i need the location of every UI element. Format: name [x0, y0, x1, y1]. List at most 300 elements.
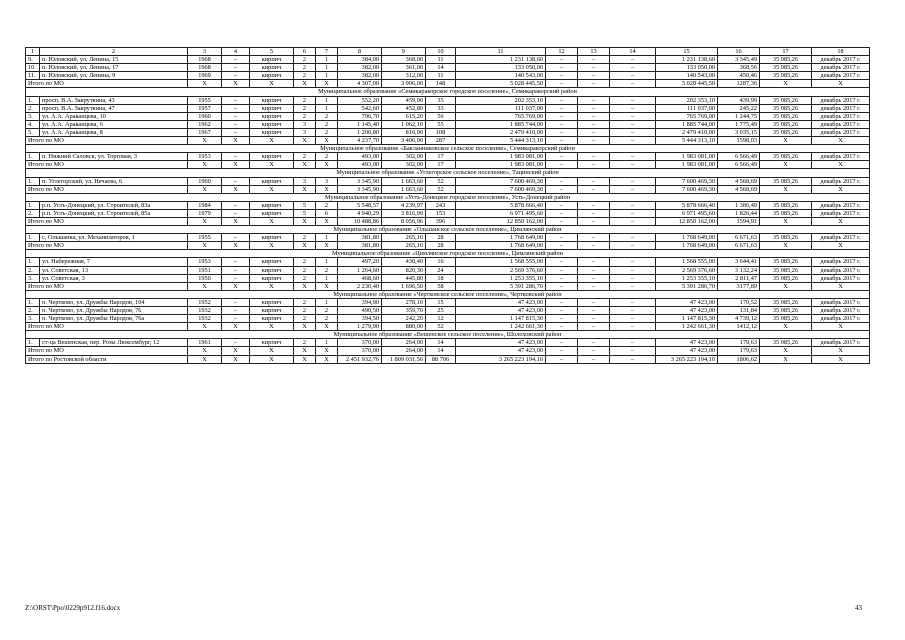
table-cell: 4 568,69: [718, 185, 760, 193]
table-cell: –: [578, 266, 610, 274]
table-cell: 5 391 286,70: [656, 282, 718, 290]
table-cell: 2: [294, 72, 316, 80]
table-cell: 1950: [188, 274, 222, 282]
table-cell: декабрь 2017 г.: [812, 96, 870, 104]
table-cell: 368,56: [718, 64, 760, 72]
table-cell: –: [578, 112, 610, 120]
table-cell: X: [760, 137, 812, 145]
table-cell: 1 568 555,00: [656, 258, 718, 266]
section-row: [26, 169, 870, 177]
table-cell: 47 423,00: [656, 307, 718, 315]
table-cell: 35 085,26: [760, 72, 812, 80]
table-cell: 7 600 469,30: [656, 177, 718, 185]
table-cell: декабрь 2017 г.: [812, 307, 870, 315]
table-cell: 28: [426, 242, 456, 250]
table-cell: –: [222, 298, 250, 306]
table-cell: 1 768 649,00: [656, 242, 718, 250]
table-cell: –: [610, 266, 656, 274]
table-cell: 4 237,70: [338, 137, 382, 145]
table-cell: –: [610, 185, 656, 193]
table-cell: 202 353,10: [456, 96, 546, 104]
table-cell: 2: [316, 128, 338, 136]
table-cell: 382,00: [338, 64, 382, 72]
table-cell: 35 085,26: [760, 258, 812, 266]
table-cell: –: [546, 104, 578, 112]
table-cell: 1 983 081,00: [456, 153, 546, 161]
grand-total-row: [26, 355, 870, 363]
table-cell: X: [760, 185, 812, 193]
table-cell: X: [188, 185, 222, 193]
table-cell: 1 253 355,10: [456, 274, 546, 282]
table-cell: X: [316, 355, 338, 363]
table-cell: 11: [426, 72, 456, 80]
table-cell: –: [546, 56, 578, 64]
table-cell: декабрь 2017 г.: [812, 177, 870, 185]
table-cell: 5 028 445,50: [456, 80, 546, 88]
table-row: [26, 96, 870, 104]
column-number: 10: [426, 48, 456, 56]
table-cell: декабрь 2017 г.: [812, 112, 870, 120]
table-cell: декабрь 2017 г.: [812, 201, 870, 209]
table-cell: кирпич: [250, 72, 294, 80]
table-cell: 384,00: [338, 56, 382, 64]
table-cell: ул. А.А. Араканцева, 6: [40, 120, 188, 128]
table-cell: 265,10: [382, 234, 426, 242]
table-cell: 131,84: [718, 307, 760, 315]
table-cell: 1962: [188, 120, 222, 128]
table-cell: 47 423,00: [656, 339, 718, 347]
table-cell: 2.: [26, 104, 40, 112]
table-cell: –: [222, 104, 250, 112]
table-cell: –: [610, 177, 656, 185]
table-cell: 1 663,60: [382, 177, 426, 185]
table-cell: кирпич: [250, 64, 294, 72]
table-cell: 3 132,24: [718, 266, 760, 274]
table-cell: X: [760, 242, 812, 250]
table-cell: –: [610, 274, 656, 282]
table-cell: X: [222, 242, 250, 250]
table-cell: –: [546, 64, 578, 72]
column-number: 3: [188, 48, 222, 56]
column-number: 4: [222, 48, 250, 56]
table-cell: –: [578, 323, 610, 331]
table-cell: кирпич: [250, 234, 294, 242]
total-label: Итого по МО: [26, 323, 188, 331]
table-cell: 1 242 661,30: [656, 323, 718, 331]
table-cell: 1: [316, 64, 338, 72]
table-cell: –: [578, 96, 610, 104]
table-cell: 1953: [188, 258, 222, 266]
table-cell: 47 423,00: [456, 307, 546, 315]
table-cell: 35 085,26: [760, 307, 812, 315]
column-number: 6: [294, 48, 316, 56]
table-cell: кирпич: [250, 153, 294, 161]
table-cell: 11: [426, 56, 456, 64]
table-cell: 3 345,90: [338, 185, 382, 193]
document-page: [25, 47, 869, 364]
table-cell: –: [578, 72, 610, 80]
column-number: 2: [40, 48, 188, 56]
table-cell: 1 826,44: [718, 209, 760, 217]
table-cell: ул. Советская, 3: [40, 274, 188, 282]
table-cell: X: [760, 80, 812, 88]
table-cell: 1 983 081,00: [656, 161, 718, 169]
table-cell: 17: [426, 161, 456, 169]
table-cell: 459,90: [382, 96, 426, 104]
table-cell: 2: [316, 315, 338, 323]
table-cell: X: [222, 185, 250, 193]
table-cell: X: [760, 323, 812, 331]
table-cell: 245,22: [718, 104, 760, 112]
table-cell: 361,00: [382, 64, 426, 72]
table-cell: 382,00: [338, 72, 382, 80]
table-cell: X: [316, 161, 338, 169]
table-cell: 1 242 661,30: [456, 323, 546, 331]
table-cell: 820,30: [382, 266, 426, 274]
table-row: [26, 339, 870, 347]
table-cell: 6 971 495,60: [456, 209, 546, 217]
table-cell: 1.: [26, 234, 40, 242]
table-cell: 5: [294, 209, 316, 217]
table-cell: декабрь 2017 г.: [812, 266, 870, 274]
table-cell: X: [760, 282, 812, 290]
table-row: [26, 234, 870, 242]
table-cell: 1: [316, 339, 338, 347]
table-cell: 133 050,00: [656, 64, 718, 72]
table-cell: –: [546, 266, 578, 274]
table-cell: –: [610, 137, 656, 145]
table-cell: X: [188, 80, 222, 88]
table-cell: 1: [316, 234, 338, 242]
column-number: 17: [760, 48, 812, 56]
table-cell: 7 600 469,30: [656, 185, 718, 193]
table-cell: –: [546, 274, 578, 282]
table-cell: X: [250, 137, 294, 145]
table-cell: –: [546, 209, 578, 217]
table-cell: 490,50: [338, 307, 382, 315]
table-cell: 3.: [26, 112, 40, 120]
table-row: [26, 64, 870, 72]
table-cell: кирпич: [250, 339, 294, 347]
table-cell: 1 147 815,30: [656, 315, 718, 323]
table-cell: X: [294, 282, 316, 290]
table-row: [26, 72, 870, 80]
table-cell: 7 600 469,30: [456, 177, 546, 185]
table-cell: –: [610, 96, 656, 104]
section-title: Муниципальное образование «Углегорское сельское поселение», Тацинский район: [26, 169, 870, 177]
table-cell: –: [578, 185, 610, 193]
table-cell: 2: [316, 201, 338, 209]
total-label: Итого по МО: [26, 282, 188, 290]
table-cell: 153: [426, 209, 456, 217]
table-cell: –: [546, 258, 578, 266]
table-cell: 302,00: [382, 153, 426, 161]
table-cell: 2: [294, 104, 316, 112]
table-cell: 381,80: [338, 234, 382, 242]
table-cell: 133 050,00: [456, 64, 546, 72]
table-cell: 16: [426, 258, 456, 266]
table-cell: X: [812, 161, 870, 169]
table-cell: –: [222, 120, 250, 128]
table-cell: –: [578, 307, 610, 315]
table-cell: р.п. Усть-Донецкий, ул. Строителей, 83а: [40, 201, 188, 209]
table-cell: –: [610, 315, 656, 323]
table-cell: X: [188, 242, 222, 250]
table-cell: кирпич: [250, 96, 294, 104]
table-cell: 1984: [188, 201, 222, 209]
table-cell: 3 345,90: [338, 177, 382, 185]
table-cell: –: [610, 258, 656, 266]
table-cell: 1 768 649,00: [656, 234, 718, 242]
table-row: [26, 112, 870, 120]
table-cell: кирпич: [250, 128, 294, 136]
table-cell: 6: [316, 209, 338, 217]
table-cell: 552,20: [338, 96, 382, 104]
table-cell: 52: [426, 185, 456, 193]
table-cell: X: [250, 282, 294, 290]
table-cell: 2: [294, 266, 316, 274]
table-cell: 3 906,00: [382, 80, 426, 88]
table-cell: X: [188, 347, 222, 355]
table-cell: 1955: [188, 96, 222, 104]
column-number: 5: [250, 48, 294, 56]
table-cell: кирпич: [250, 177, 294, 185]
section-title: Муниципальное образование «Цимлянское городское поселение», Цимлянский район: [26, 250, 870, 258]
table-cell: –: [546, 80, 578, 88]
table-cell: X: [188, 323, 222, 331]
table-cell: –: [578, 274, 610, 282]
table-cell: 47 423,00: [656, 298, 718, 306]
table-cell: 4.: [26, 120, 40, 128]
table-cell: –: [222, 315, 250, 323]
table-cell: 1952: [188, 298, 222, 306]
table-cell: п. Юловский, ул. Ленина, 15: [40, 56, 188, 64]
table-cell: 3.: [26, 315, 40, 323]
table-cell: 3: [294, 177, 316, 185]
table-cell: 493,00: [338, 153, 382, 161]
table-cell: 179,63: [718, 339, 760, 347]
table-cell: кирпич: [250, 104, 294, 112]
table-cell: ст-ца Вешенская, пер. Розы Люксембург, 12: [40, 339, 188, 347]
table-cell: 35 085,26: [760, 266, 812, 274]
table-row: [26, 274, 870, 282]
table-cell: –: [578, 153, 610, 161]
table-cell: 2: [294, 56, 316, 64]
section-row: [26, 226, 870, 234]
table-cell: 35: [426, 96, 456, 104]
table-cell: 47 423,00: [456, 347, 546, 355]
table-cell: декабрь 2017 г.: [812, 339, 870, 347]
table-cell: 3: [294, 120, 316, 128]
section-row: [26, 290, 870, 298]
table-cell: кирпич: [250, 266, 294, 274]
table-cell: –: [578, 177, 610, 185]
section-title: Муниципальное образование «Усть-Донецкое городское поселение», Усть-Донецкий район: [26, 193, 870, 201]
table-cell: п. Юловский, ул. Ленина, 17: [40, 64, 188, 72]
table-cell: X: [812, 217, 870, 225]
table-cell: –: [578, 80, 610, 88]
table-cell: X: [250, 355, 294, 363]
table-cell: X: [188, 217, 222, 225]
table-cell: просп. В.А. Закруткина, 43: [40, 96, 188, 104]
table-cell: 1.: [26, 258, 40, 266]
column-number: 16: [718, 48, 760, 56]
table-cell: X: [222, 137, 250, 145]
table-cell: X: [760, 161, 812, 169]
section-title: Муниципальное образование «Вешенское сельское поселение», Шолоховский район: [26, 331, 870, 339]
table-cell: X: [294, 323, 316, 331]
table-cell: 179,63: [718, 347, 760, 355]
table-cell: 2 569 376,60: [456, 266, 546, 274]
table-cell: 2: [294, 307, 316, 315]
table-cell: 2.: [26, 307, 40, 315]
table-cell: –: [610, 209, 656, 217]
table-cell: 1 231 138,60: [456, 56, 546, 64]
table-cell: декабрь 2017 г.: [812, 128, 870, 136]
table-cell: 6 566,49: [718, 161, 760, 169]
table-cell: X: [812, 355, 870, 363]
table-cell: 1 386,49: [718, 201, 760, 209]
table-cell: X: [222, 217, 250, 225]
table-cell: –: [578, 347, 610, 355]
total-label: Итого по Ростовской области: [26, 355, 188, 363]
table-cell: 35 085,26: [760, 274, 812, 282]
table-cell: 312,00: [382, 72, 426, 80]
table-cell: 5 444 313,10: [456, 137, 546, 145]
table-cell: –: [610, 153, 656, 161]
table-cell: п. Юловский, ул. Ленина, 9: [40, 72, 188, 80]
table-cell: –: [222, 128, 250, 136]
table-cell: декабрь 2017 г.: [812, 72, 870, 80]
table-row: [26, 201, 870, 209]
table-cell: –: [610, 307, 656, 315]
table-cell: X: [316, 347, 338, 355]
table-cell: 302,00: [382, 161, 426, 169]
section-title: Муниципальное образование «Чертковское сельское поселение», Чертковский район: [26, 290, 870, 298]
table-cell: 2: [316, 120, 338, 128]
table-row: [26, 153, 870, 161]
table-row: [26, 315, 870, 323]
table-cell: 3 644,41: [718, 258, 760, 266]
table-cell: 1 809 031,56: [382, 355, 426, 363]
table-cell: –: [578, 137, 610, 145]
table-cell: декабрь 2017 г.: [812, 298, 870, 306]
table-cell: –: [610, 64, 656, 72]
table-cell: X: [294, 185, 316, 193]
table-cell: X: [316, 137, 338, 145]
table-cell: 52: [426, 323, 456, 331]
table-cell: 3177,89: [718, 282, 760, 290]
table-cell: 14: [426, 339, 456, 347]
table-cell: –: [546, 185, 578, 193]
table-cell: 1957: [188, 104, 222, 112]
table-cell: –: [546, 177, 578, 185]
table-cell: 140 543,00: [456, 72, 546, 80]
table-cell: X: [222, 80, 250, 88]
table-cell: 796,70: [338, 112, 382, 120]
table-cell: 3 265 223 194,10: [656, 355, 718, 363]
table-cell: 2 569 376,60: [656, 266, 718, 274]
table-cell: 1 768 649,00: [456, 234, 546, 242]
table-cell: –: [546, 298, 578, 306]
table-cell: X: [294, 137, 316, 145]
table-cell: 6 671,63: [718, 242, 760, 250]
table-cell: 10.: [26, 64, 40, 72]
table-cell: 35 085,26: [760, 201, 812, 209]
table-cell: 1 231 138,60: [656, 56, 718, 64]
table-cell: –: [578, 120, 610, 128]
table-cell: 1 663,60: [382, 185, 426, 193]
table-cell: 3: [316, 177, 338, 185]
table-cell: декабрь 2017 г.: [812, 274, 870, 282]
table-cell: декабрь 2017 г.: [812, 315, 870, 323]
table-cell: X: [294, 161, 316, 169]
table-cell: –: [578, 128, 610, 136]
table-cell: 1951: [188, 266, 222, 274]
table-cell: X: [222, 355, 250, 363]
table-cell: 1: [316, 56, 338, 64]
table-cell: 4 307,00: [338, 80, 382, 88]
table-cell: X: [188, 355, 222, 363]
table-cell: 381,80: [338, 242, 382, 250]
table-cell: X: [316, 242, 338, 250]
table-cell: 1 279,90: [338, 323, 382, 331]
table-cell: –: [222, 153, 250, 161]
table-cell: 11.: [26, 72, 40, 80]
table-cell: 1 264,60: [338, 266, 382, 274]
table-row: [26, 120, 870, 128]
table-cell: 2: [316, 153, 338, 161]
table-cell: 2: [294, 234, 316, 242]
table-cell: 35 085,26: [760, 56, 812, 64]
table-cell: 394,50: [338, 315, 382, 323]
table-cell: 615,20: [382, 112, 426, 120]
table-cell: 1.: [26, 153, 40, 161]
table-cell: 1.: [26, 177, 40, 185]
table-cell: X: [294, 242, 316, 250]
table-cell: 2: [294, 153, 316, 161]
table-cell: 1.: [26, 96, 40, 104]
table-row: [26, 298, 870, 306]
table-cell: –: [610, 201, 656, 209]
table-cell: 3 406,90: [382, 137, 426, 145]
table-cell: ул. Советская, 13: [40, 266, 188, 274]
table-cell: X: [250, 323, 294, 331]
table-cell: 5 548,57: [338, 201, 382, 209]
table-cell: X: [316, 80, 338, 88]
table-cell: кирпич: [250, 258, 294, 266]
table-row: [26, 258, 870, 266]
table-cell: 5 028 445,50: [656, 80, 718, 88]
table-cell: 25: [426, 307, 456, 315]
table-cell: 1960: [188, 177, 222, 185]
table-cell: 1: [316, 298, 338, 306]
total-row: [26, 242, 870, 250]
table-cell: 35 085,26: [760, 128, 812, 136]
table-cell: 18: [426, 274, 456, 282]
table-cell: –: [222, 209, 250, 217]
column-number-row: [26, 48, 870, 56]
table-cell: кирпич: [250, 112, 294, 120]
table-cell: 35 085,26: [760, 64, 812, 72]
table-cell: 445,80: [382, 274, 426, 282]
table-cell: –: [578, 339, 610, 347]
table-cell: X: [294, 80, 316, 88]
table-cell: –: [546, 339, 578, 347]
table-cell: 35 085,26: [760, 112, 812, 120]
table-cell: 542,60: [338, 104, 382, 112]
table-cell: 1: [316, 274, 338, 282]
